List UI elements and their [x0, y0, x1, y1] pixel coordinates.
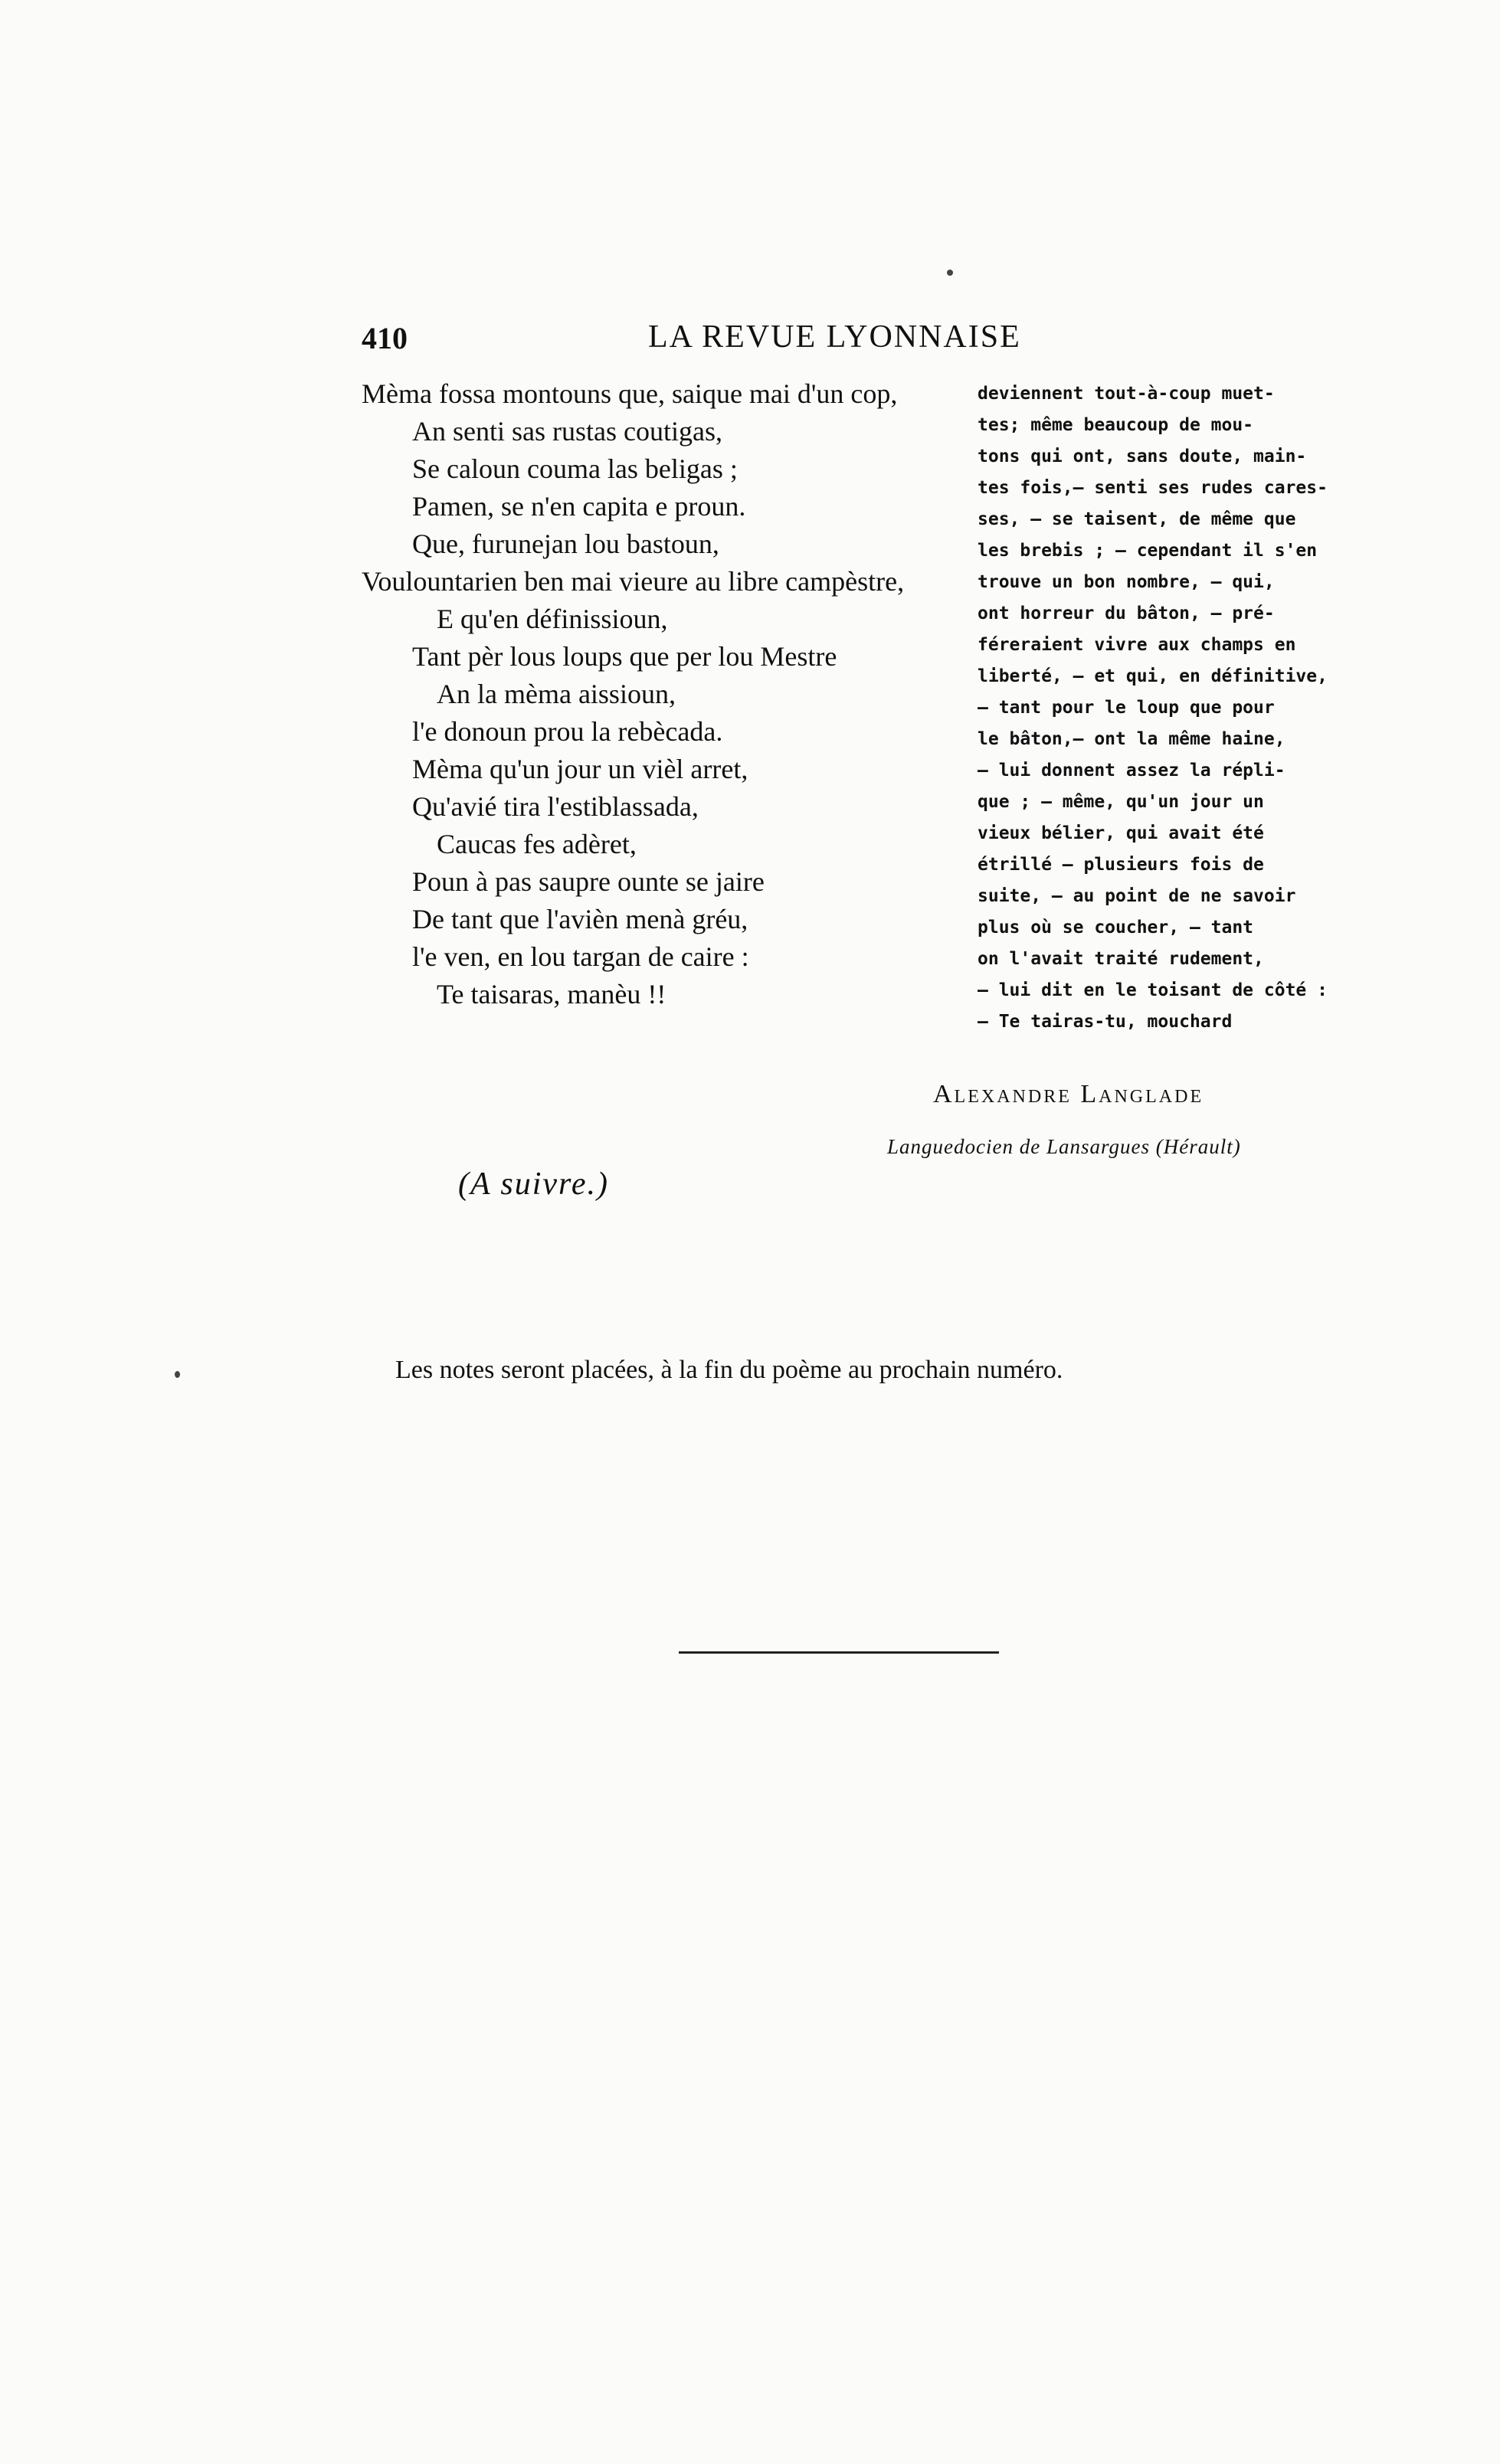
- verse-line: Pamen, se n'en capita e proun.: [412, 491, 746, 522]
- poem-verse: [362, 375, 904, 1013]
- verse-line: Poun à pas saupre ounte se jaire: [412, 866, 765, 897]
- verse-line: l'e donoun prou la rebècada.: [412, 716, 723, 747]
- ink-speck: [947, 270, 953, 276]
- to-be-continued: (A suivre.): [458, 1167, 609, 1202]
- translation-line: que ; — même, qu'un jour un: [978, 792, 1264, 812]
- translation-line: étrillé — plusieurs fois de: [978, 855, 1264, 875]
- translation-line: féreraient vivre aux champs en: [978, 635, 1296, 655]
- translation-line: ses, — se taisent, de même que: [978, 509, 1296, 529]
- verse-line: Que, furunejan lou bastoun,: [412, 528, 719, 559]
- running-title: LA REVUE LYONNAISE: [648, 319, 1021, 355]
- translation-line: le bâton,— ont la même haine,: [978, 729, 1285, 749]
- translation-line: suite, — au point de ne savoir: [978, 886, 1296, 906]
- translation-line: tons qui ont, sans doute, main-: [978, 447, 1307, 466]
- translation-line: on l'avait traité rudement,: [978, 949, 1264, 969]
- verse-line: l'e ven, en lou targan de caire :: [412, 941, 749, 972]
- translation-line: tes; même beaucoup de mou-: [978, 415, 1254, 435]
- translation-line: — lui dit en le toisant de côté :: [978, 980, 1328, 1000]
- translation-line: deviennent tout-à-coup muet-: [978, 384, 1275, 404]
- translation-line: tes fois,— senti ses rudes cares-: [978, 478, 1328, 498]
- verse-line: Mèma qu'un jour un vièl arret,: [412, 754, 748, 784]
- verse-line: E qu'en définissioun,: [437, 604, 668, 634]
- verse-line: Voulountarien ben mai vieure au libre campèstre,: [362, 566, 905, 597]
- translation-line: les brebis ; — cependant il s'en: [978, 541, 1318, 561]
- footnote: Les notes seront placées, à la fin du poème au prochain numéro.: [395, 1356, 1063, 1384]
- page-number: 410: [362, 321, 408, 355]
- verse-line: Caucas fes adèret,: [437, 829, 637, 859]
- author-affiliation: Languedocien de Lansargues (Hérault): [887, 1135, 1241, 1158]
- translation-line: — tant pour le loup que pour: [978, 698, 1275, 718]
- verse-line: Te taisaras, manèu !!: [437, 979, 666, 1009]
- verse-line: De tant que l'avièn menà gréu,: [412, 904, 748, 934]
- translation-line: liberté, — et qui, en définitive,: [978, 666, 1328, 686]
- translation-line: ont horreur du bâton, — pré-: [978, 604, 1275, 623]
- verse-line: An la mèma aissioun,: [437, 679, 676, 709]
- translation-line: — Te tairas-tu, mouchard: [978, 1012, 1233, 1032]
- verse-line: Qu'avié tira l'estiblassada,: [412, 791, 699, 822]
- ink-speck: [175, 1371, 180, 1378]
- translation-line: — lui donnent assez la répli-: [978, 761, 1285, 780]
- translation-line: trouve un bon nombre, — qui,: [978, 572, 1275, 592]
- verse-line: Mèma fossa montouns que, saique mai d'un cop,: [362, 378, 898, 409]
- author-signature: Alexandre Langlade: [933, 1080, 1204, 1108]
- end-rule: [679, 1651, 999, 1654]
- french-translation: [978, 378, 1328, 1038]
- translation-line: vieux bélier, qui avait été: [978, 823, 1264, 843]
- verse-line: Se caloun couma las beligas ;: [412, 453, 738, 484]
- translation-line: plus où se coucher, — tant: [978, 918, 1254, 937]
- verse-line: Tant pèr lous loups que per lou Mestre: [412, 641, 837, 672]
- verse-line: An senti sas rustas coutigas,: [412, 416, 722, 447]
